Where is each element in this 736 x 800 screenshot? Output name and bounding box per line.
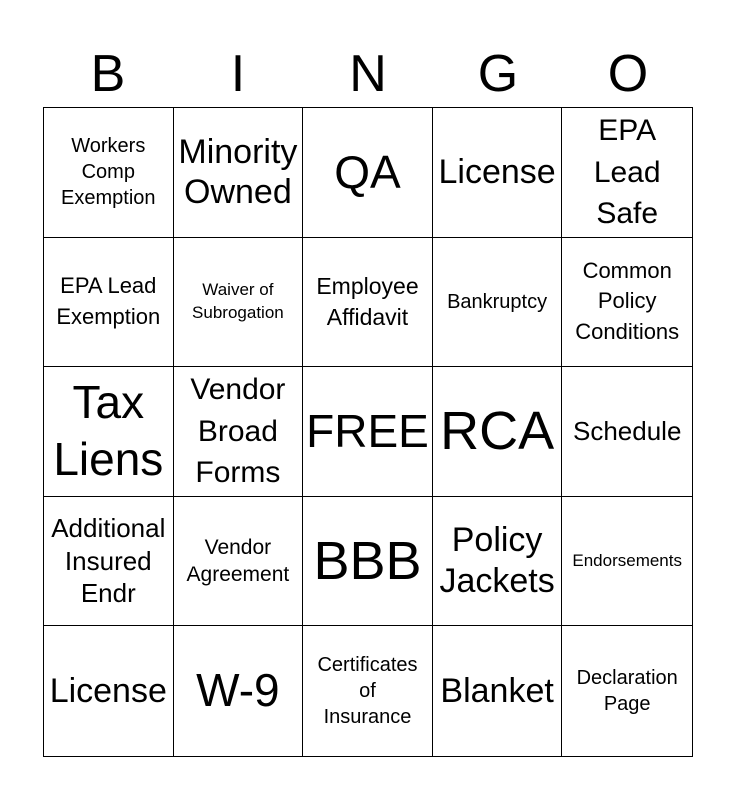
bingo-cell-r1c2[interactable]: [174, 108, 304, 238]
bingo-card: [43, 107, 693, 757]
cell-text: RCA: [440, 401, 555, 462]
bingo-cell-r2c1[interactable]: [44, 238, 174, 368]
cell-text: Workers Comp Exemption: [61, 135, 156, 210]
header-letter-g: G: [477, 45, 519, 103]
bingo-cell-r2c5[interactable]: [562, 238, 692, 368]
cell-text: Bankruptcy: [447, 290, 548, 313]
cell-text: Endorsements: [572, 550, 682, 570]
cell-text: Waiver of Subrogation: [192, 279, 284, 322]
cell-text: Declaration Page: [576, 667, 678, 716]
bingo-cell-r1c1[interactable]: [44, 108, 174, 238]
cell-text: Schedule: [572, 416, 682, 447]
header-letter-i: I: [230, 45, 246, 103]
header-letter-b: B: [90, 45, 126, 103]
bingo-cell-r3c4[interactable]: [433, 367, 563, 497]
cell-text: EPA Lead Safe: [593, 114, 661, 230]
bingo-cell-r4c2[interactable]: [174, 497, 304, 627]
cell-text: Minority Owned: [178, 132, 298, 212]
cell-text: Policy Jackets: [439, 521, 555, 601]
cell-text: Certificates of Insurance: [317, 654, 418, 729]
bingo-cell-r2c2[interactable]: [174, 238, 304, 368]
bingo-cell-r5c2[interactable]: [174, 626, 304, 756]
bingo-cell-r5c1[interactable]: [44, 626, 174, 756]
cell-text: Tax Liens: [53, 375, 164, 486]
bingo-cell-r4c1[interactable]: [44, 497, 174, 627]
cell-text: BBB: [313, 530, 422, 591]
bingo-cell-r1c5[interactable]: [562, 108, 692, 238]
bingo-cell-r3c5[interactable]: [562, 367, 692, 497]
header-letter-n: N: [349, 45, 387, 103]
cell-text: Employee Affidavit: [316, 272, 419, 330]
cell-text: W-9: [196, 664, 280, 717]
bingo-cell-r4c3[interactable]: [303, 497, 433, 627]
bingo-header: [43, 40, 693, 108]
bingo-cell-r3c2[interactable]: [174, 367, 304, 497]
cell-text: Vendor Agreement: [186, 535, 290, 587]
cell-text: Blanket: [440, 671, 554, 710]
bingo-cell-r3c1[interactable]: [44, 367, 174, 497]
cell-text: EPA Lead Exemption: [56, 273, 161, 329]
cell-text: License: [438, 152, 556, 191]
cell-text: Common Policy Conditions: [575, 257, 680, 345]
cell-text: License: [49, 671, 167, 710]
bingo-cell-r5c5[interactable]: [562, 626, 692, 756]
bingo-cell-r1c4[interactable]: [433, 108, 563, 238]
cell-text: FREE: [306, 404, 429, 457]
cell-text: QA: [334, 145, 401, 198]
cell-text: Vendor Broad Forms: [190, 373, 286, 490]
bingo-cell-r2c3[interactable]: [303, 238, 433, 368]
bingo-cell-r4c4[interactable]: [433, 497, 563, 627]
bingo-cell-r2c4[interactable]: [433, 238, 563, 368]
bingo-cell-r1c3[interactable]: [303, 108, 433, 238]
bingo-cell-r3c3[interactable]: [303, 367, 433, 497]
cell-text: Additional Insured Endr: [51, 513, 166, 609]
bingo-cell-r5c3[interactable]: [303, 626, 433, 756]
header-letter-o: O: [607, 45, 649, 103]
bingo-cell-r4c5[interactable]: [562, 497, 692, 627]
bingo-cell-r5c4[interactable]: [433, 626, 563, 756]
